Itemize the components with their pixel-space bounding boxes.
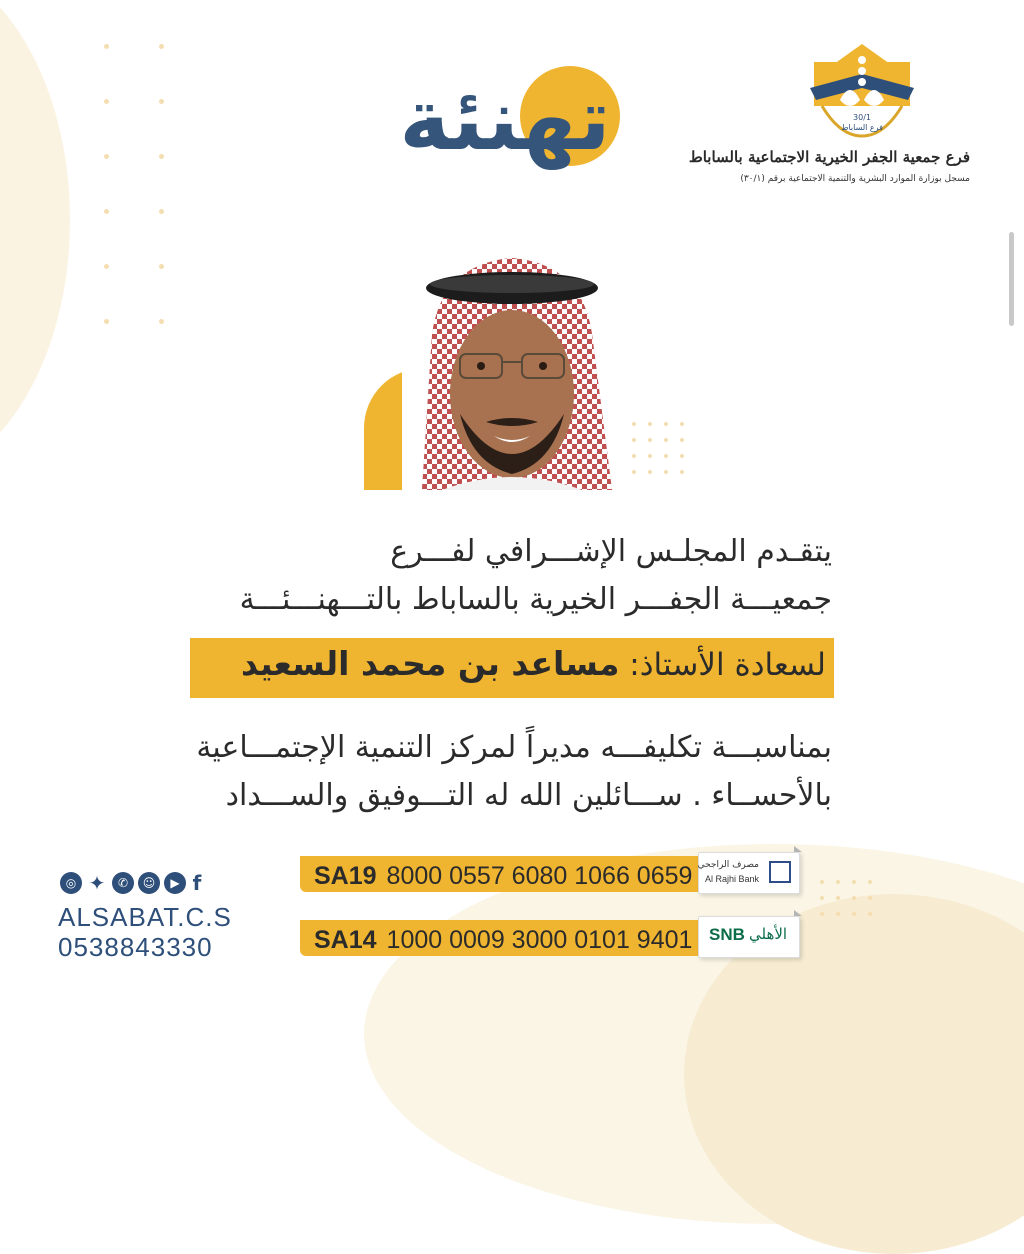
iban-bar [300, 856, 720, 892]
message-line-1: يتقـدم المجلـس الإشـــرافي لفـــرع [390, 534, 832, 569]
bank-account-rajhi [300, 852, 800, 890]
recipient-name: مساعد بن محمد السعيد [241, 644, 620, 683]
youtube-icon[interactable]: ▶ [164, 872, 186, 894]
iban-bar [300, 920, 720, 956]
bank-name-ar: مصرف الراجحي [697, 860, 759, 870]
card-fold [794, 846, 802, 852]
decorative-dots-middle [632, 422, 684, 474]
logo-registration-text: مسجل بوزارة الموارد البشرية والتنمية الاجتماعية برقم (٣٠/١) [740, 174, 970, 184]
bank-logo-card [698, 916, 800, 958]
recipient-label: لسعادة الأستاذ: [619, 647, 826, 683]
message-line-3: بمناسبـــة تكليفـــه مديراً لمركز التنمية الإجتمـــاعية [196, 730, 832, 765]
card-fold [794, 910, 802, 916]
logo-organization-name: فرع جمعية الجفر الخيرية الاجتماعية بالساباط [688, 148, 970, 166]
iban-number: 1000 0009 3000 0101 9401 [386, 926, 693, 954]
page-title: تهنئة [399, 70, 611, 170]
iban-prefix: SA19 [314, 862, 377, 890]
facebook-icon[interactable]: f [192, 871, 202, 895]
iban-text [314, 926, 692, 955]
twitter-icon[interactable]: ✦ [88, 871, 106, 895]
instagram-icon[interactable]: ◎ [60, 872, 82, 894]
svg-text:فرع الساباط: فرع الساباط [841, 123, 883, 132]
account-handle: ALSABAT.C.S [58, 902, 232, 932]
bank-name-ar: الأهلي [749, 925, 788, 943]
iban-text [314, 862, 692, 891]
bank-logo-card [698, 852, 800, 894]
recipient-text [241, 644, 826, 683]
phone-number: 0538843330 [58, 932, 213, 962]
page-title-block [360, 66, 660, 176]
message-line-2: جمعيـــة الجفـــر الخيرية بالساباط بالتـــهنـــئـــة [239, 582, 832, 617]
iban-number: 8000 0557 6080 1066 0659 [386, 862, 693, 890]
rajhi-bank-icon [769, 861, 791, 883]
decorative-dots-bottom-right [820, 880, 872, 916]
scrollbar[interactable] [1009, 232, 1014, 326]
bank-name-en: Al Rajhi Bank [704, 874, 759, 884]
snapchat-icon[interactable]: ☺ [138, 872, 160, 894]
decorative-dots-top-left [104, 44, 164, 324]
social-icons [60, 872, 204, 894]
svg-text:30/1: 30/1 [853, 113, 871, 122]
bank-account-snb [300, 916, 800, 954]
logo-emblem-icon [800, 40, 924, 144]
portrait-photo [402, 244, 622, 490]
organization-logo [688, 40, 972, 195]
recipient-banner [190, 638, 834, 698]
background-blob-left [0, 0, 70, 480]
bank-name-en: SNB [709, 925, 745, 944]
iban-prefix: SA14 [314, 926, 377, 954]
message-line-4: بالأحســاء . ســـائلين الله له التـــوفيق والســـداد [225, 778, 832, 813]
whatsapp-icon[interactable]: ✆ [112, 872, 134, 894]
